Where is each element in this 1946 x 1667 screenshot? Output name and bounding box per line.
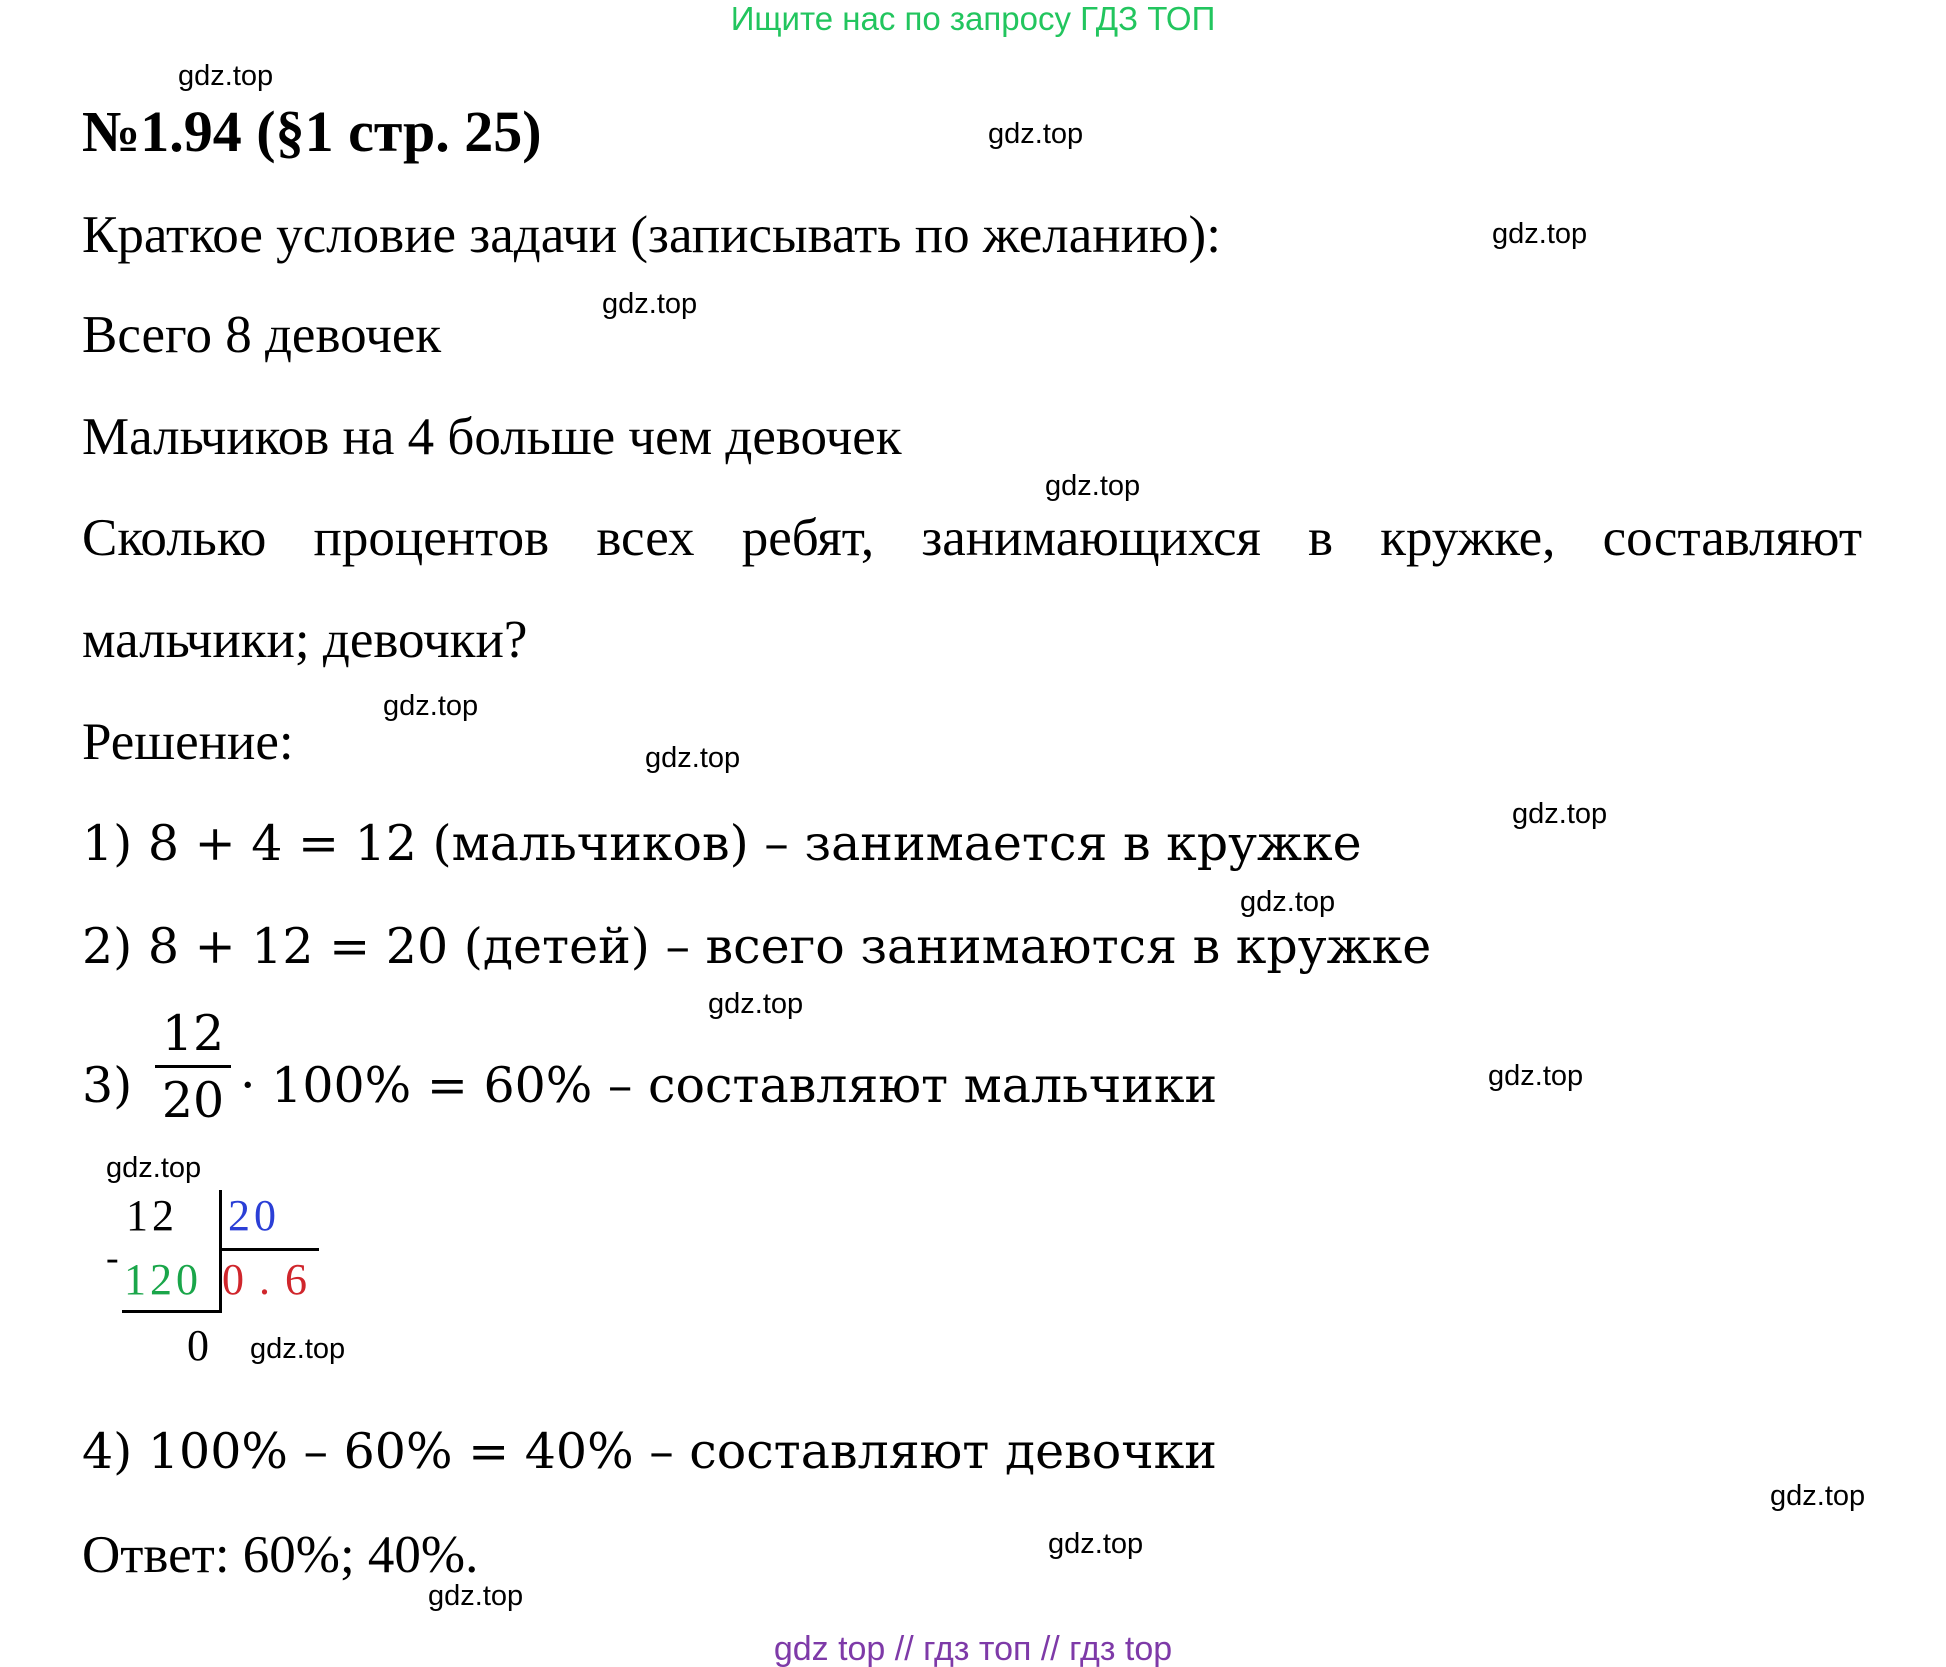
division-divisor-line xyxy=(219,1248,319,1251)
watermark: gdz.top xyxy=(1048,1528,1144,1560)
watermark: gdz.top xyxy=(106,1152,202,1184)
solution-step-3-rest: · 100% = 60% – составляют мальчики xyxy=(240,1057,1218,1114)
solution-heading: Решение: xyxy=(82,713,294,771)
division-dividend: 12 xyxy=(126,1191,178,1240)
division-divisor: 20 xyxy=(228,1191,280,1240)
footer-links: gdz top // гдз топ // гдз top xyxy=(773,1630,1173,1667)
watermark: gdz.top xyxy=(1512,798,1608,830)
page-title: №1.94 (§1 стр. 25) xyxy=(82,99,542,164)
watermark: gdz.top xyxy=(1492,218,1588,250)
division-result-line xyxy=(122,1310,222,1313)
division-subtrahend: 120 xyxy=(124,1255,202,1304)
division-minus: - xyxy=(106,1237,123,1279)
watermark: gdz.top xyxy=(602,288,698,320)
solution-step-3-prefix: 3) xyxy=(82,1057,133,1114)
watermark: gdz.top xyxy=(645,742,741,774)
division-remainder: 0 xyxy=(187,1321,213,1370)
condition-line-girls: Всего 8 девочек xyxy=(82,306,442,364)
watermark: gdz.top xyxy=(708,988,804,1020)
question-line-1: Сколько процентов всех ребят, занимающихся в кружке, составляют xyxy=(82,509,1862,567)
condition-line-boys: Мальчиков на 4 больше чем девочек xyxy=(82,408,902,466)
fraction-bar xyxy=(155,1065,231,1068)
watermark: gdz.top xyxy=(1770,1480,1866,1512)
solution-step-4: 4) 100% – 60% = 40% – составляют девочки xyxy=(82,1423,1217,1480)
watermark: gdz.top xyxy=(988,118,1084,150)
answer: Ответ: 60%; 40%. xyxy=(82,1526,479,1584)
solution-step-2: 2) 8 + 12 = 20 (детей) – всего занимаются в кружке xyxy=(82,918,1432,975)
watermark: gdz.top xyxy=(250,1333,346,1365)
condition-heading: Краткое условие задачи (записывать по желанию): xyxy=(82,206,1221,264)
watermark: gdz.top xyxy=(178,60,274,92)
watermark: gdz.top xyxy=(1045,470,1141,502)
watermark: gdz.top xyxy=(383,690,479,722)
solution-step-1: 1) 8 + 4 = 12 (мальчиков) – занимается в кружке xyxy=(82,815,1362,872)
watermark: gdz.top xyxy=(1488,1060,1584,1092)
fraction xyxy=(155,1005,231,1130)
division-vertical-line xyxy=(219,1190,222,1312)
promo-banner: Ищите нас по запросу ГДЗ ТОП xyxy=(730,0,1216,37)
division-quotient: 0 . 6 xyxy=(222,1255,309,1304)
fraction-numerator: 12 xyxy=(161,1005,225,1062)
watermark: gdz.top xyxy=(1240,886,1336,918)
question-line-2: мальчики; девочки? xyxy=(82,611,528,669)
fraction-denominator: 20 xyxy=(161,1072,225,1129)
watermark: gdz.top xyxy=(428,1580,524,1612)
